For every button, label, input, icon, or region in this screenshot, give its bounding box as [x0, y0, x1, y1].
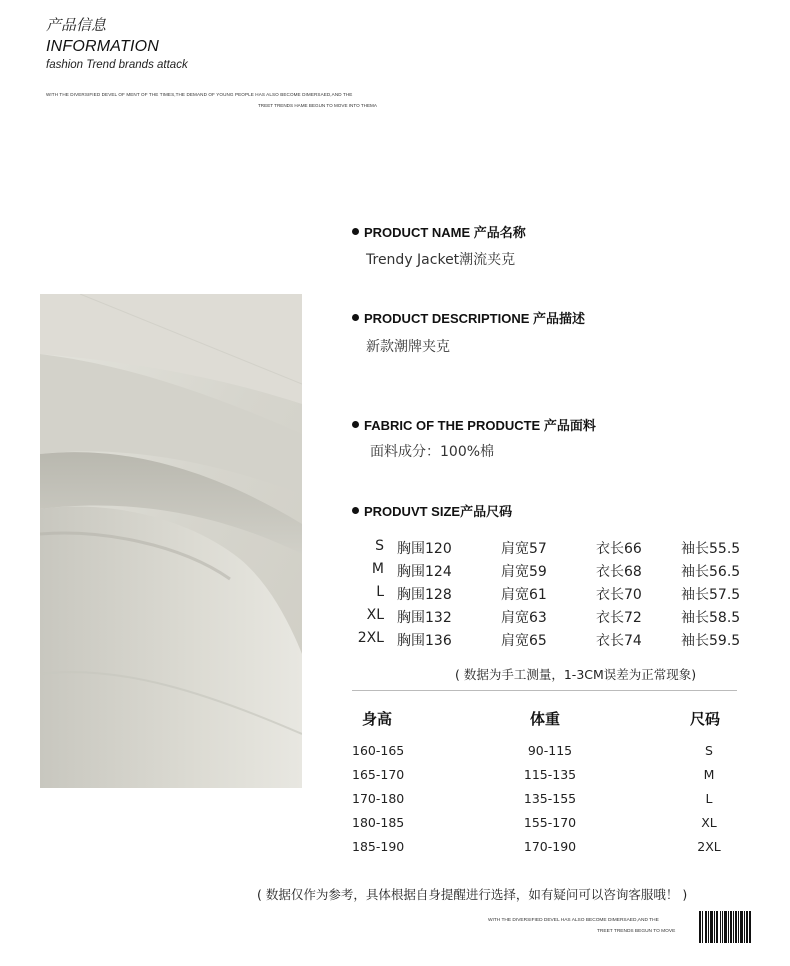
length-value: 衣长74 [596, 633, 642, 649]
chest-value: 胸围132 [397, 610, 452, 626]
product-description-title: PRODUCT DESCRIPTIONE 产品描述 [364, 311, 586, 326]
size-label: L [376, 584, 384, 600]
header-subtitle: fashion Trend brands attack [46, 59, 188, 71]
divider [352, 690, 737, 691]
product-description-value: 新款潮牌夹克 [366, 339, 450, 355]
header-weight: 体重 [530, 710, 561, 728]
shoulder-value: 肩宽63 [501, 610, 547, 626]
size-title: PRODUVT SIZE产品尺码 [364, 504, 513, 519]
sleeve-value: 袖长59.5 [681, 633, 741, 649]
height-cell: 170-180 [352, 791, 405, 806]
bullet-icon [352, 228, 359, 235]
size-cell: M [703, 767, 715, 782]
size-row [350, 538, 760, 560]
weight-cell: 135-155 [523, 791, 577, 806]
header-size: 尺码 [690, 710, 721, 728]
sleeve-value: 袖长56.5 [681, 564, 741, 580]
size-cell: S [705, 743, 713, 758]
shoulder-value: 肩宽57 [501, 541, 547, 557]
footer-tiny-line-1: WITH THE DIVERSIFIED DEVEL HAS ALSO BECOME DIMERSAED,AND THE [488, 918, 659, 923]
size-label: M [371, 561, 384, 577]
weight-cell: 115-135 [523, 767, 577, 782]
sleeve-value: 袖长57.5 [681, 587, 741, 603]
size-cell: L [705, 791, 713, 806]
sleeve-value: 袖长55.5 [681, 541, 741, 557]
chest-value: 胸围128 [397, 587, 452, 603]
header-title-cn: 产品信息 [46, 16, 107, 34]
chest-value: 胸围136 [397, 633, 452, 649]
size-heading [352, 501, 512, 520]
header-tiny-line-1: WITH THE DIVERSIFIED DEVEL OF MENT OF THE TIMES,THE DEMAND OF YOUNG PEOPLE HAS ALSO BECOME DIMERSAED,AND THE [46, 92, 353, 97]
bullet-icon [352, 421, 359, 428]
shoulder-value: 肩宽59 [501, 564, 547, 580]
product-name-title: PRODUCT NAME 产品名称 [364, 225, 526, 240]
measurement-note: ( 数据为手工测量，1-3CM误差为正常现象) [455, 667, 697, 682]
size-row [350, 561, 760, 583]
chest-value: 胸围124 [397, 564, 452, 580]
fabric-heading [352, 415, 596, 434]
product-name-heading [352, 222, 526, 241]
size-cell: 2XL [697, 839, 721, 854]
length-value: 衣长68 [596, 564, 642, 580]
size-label: XL [366, 607, 384, 623]
product-description-heading [352, 308, 585, 327]
height-cell: 160-165 [352, 743, 405, 758]
product-name-value: Trendy Jacket潮流夹克 [366, 252, 516, 268]
table-row [352, 767, 752, 787]
chest-value: 胸围120 [397, 541, 452, 557]
header-tiny-line-2: TREET TRENDS HAME BEGUN TO MOVE INTO THEMA [258, 103, 377, 108]
fabric-title: FABRIC OF THE PRODUCTE 产品面料 [364, 418, 596, 433]
length-value: 衣长66 [596, 541, 642, 557]
table-row [352, 743, 752, 763]
size-label: 2XL [357, 630, 384, 646]
size-row [350, 630, 760, 652]
header-title-en: INFORMATION [46, 38, 160, 55]
height-cell: 185-190 [352, 839, 405, 854]
footer-tiny-line-2: TREET TRENDS BEGUN TO MOVE [597, 929, 676, 934]
length-value: 衣长70 [596, 587, 642, 603]
size-label: S [375, 538, 384, 554]
size-row [350, 584, 760, 606]
height-cell: 180-185 [352, 815, 405, 830]
header-height: 身高 [362, 710, 393, 728]
height-cell: 165-170 [352, 767, 405, 782]
shoulder-value: 肩宽61 [501, 587, 547, 603]
fabric-photo [40, 294, 302, 788]
fabric-value: 面料成分：100%棉 [370, 444, 495, 460]
length-value: 衣长72 [596, 610, 642, 626]
barcode-icon [699, 911, 751, 943]
bullet-icon [352, 507, 359, 514]
reference-note: ( 数据仅作为参考，具体根据自身提醒进行选择，如有疑问可以咨询客服哦！ ) [257, 887, 688, 902]
bullet-icon [352, 314, 359, 321]
table-row [352, 791, 752, 811]
weight-cell: 170-190 [523, 839, 577, 854]
size-row [350, 607, 760, 629]
weight-cell: 90-115 [527, 743, 573, 758]
weight-cell: 155-170 [523, 815, 577, 830]
size-cell: XL [701, 815, 717, 830]
shoulder-value: 肩宽65 [501, 633, 547, 649]
table-row [352, 815, 752, 835]
table-row [352, 839, 752, 859]
sleeve-value: 袖长58.5 [681, 610, 741, 626]
